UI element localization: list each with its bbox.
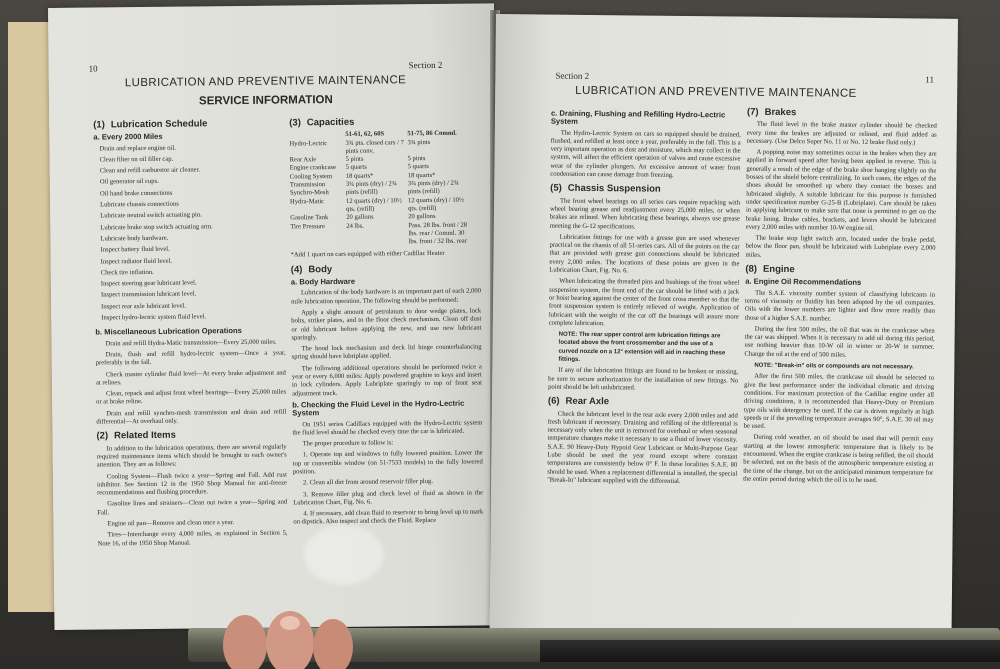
paragraph: Drain, flush and refill hydro-lectric system—Once a year, preferably in the fall. — [95, 349, 286, 367]
capacities-footnote: *Add 1 quart on cars equipped with either Cadillac Heater — [290, 250, 445, 259]
paragraph: Engine oil pan—Remove and clean once a year. — [107, 519, 235, 528]
paragraph: In addition to the lubrication operations, there are several regularly required maintenance items which should be brought to each owner's attention. They are as follows: — [96, 443, 287, 469]
paragraph: Clean, repack and adjust front wheel bearings—Every 25,000 miles or at brake reline. — [96, 388, 287, 406]
capacities-heading: (3) Capacities — [289, 116, 355, 129]
paragraph: The proper procedure to follow is: — [302, 439, 394, 448]
rear-axle-heading: (6) Rear Axle — [547, 395, 610, 408]
paragraph: Drain and refill Hydra-Matic transmission—Every 25,000 miles. — [105, 338, 277, 348]
paragraph: Lubrication of the body hardware is an important part of each 2,000 mile lubrication operation. The following should be performed: — [291, 287, 482, 306]
paragraph: The brake stop light switch arm, located under the brake pedal, below the floor pan, should be lubricated with Lubriplate every 2,000 miles. — [745, 234, 936, 259]
note: NOTE: The rear upper control arm lubrication fittings are located above the front crossmember and the use of a curved nozzle on a 12° extension will aid in reaching these fittings. — [558, 331, 726, 363]
list-item: Oil generator oil cups. — [99, 178, 159, 186]
list-item: Check tire inflation. — [100, 268, 154, 277]
body-hardware-heading: a. Body Hardware — [290, 276, 356, 287]
engine-heading: (8) Engine — [745, 263, 795, 276]
engine-oil-heading: a. Engine Oil Recommendations — [745, 276, 862, 288]
right-column — [743, 106, 937, 489]
paragraph: Apply a slight amount of petrolatum to door wedge plates, lock bolts, striker plates, and to the floor check mechanism. Clean off dust or old lubricant before applying the new, and use new lubricant sparingly. — [291, 307, 482, 342]
list-item: Lubricate neutral switch actuating pin. — [100, 211, 202, 220]
table-row: Gasoline Tank 20 gallons 20 gallons — [290, 213, 436, 222]
paragraph: Gasoline lines and strainers—Clean out twice a year—Spring and Fall. — [97, 498, 288, 517]
paragraph: During the first 500 miles, the oil that was in the crankcase when the car was shipped. When it is necessary to add oil during this period, use nothing heavier than 10-W oil in winter or 20-W in summer. Change the oil at the end of 500 miles. — [744, 325, 935, 359]
table-row: Engine crankcase 5 quarts 5 quarts — [289, 163, 429, 172]
paragraph: The fluid level in the brake master cylinder should be checked every time the brakes are adjusted or relined, and fluid added as necessary. (Use Delco Super No. 11 or No. 12 brake fluid only.) — [746, 121, 937, 147]
table-row: Hydro-Lectric 3¾ pts. closed cars / 7 pints conv. 3¾ pints — [289, 138, 431, 155]
paragraph: If any of the lubrication fittings are found to be broken or missing, be sure to secure authorization for the installation of new fittings. No point should be left unlubricated. — [548, 366, 739, 392]
left-page — [48, 3, 500, 630]
pen-cap — [540, 640, 1000, 662]
list-item: Lubricate chassis connections — [100, 200, 179, 209]
paragraph: The hood lock mechanism and deck lid hinge counterbalancing spring should have lubriplate applied. — [291, 343, 482, 361]
table-row: Hydra-Matic 12 quarts (dry) / 10½ qts. (refill) 12 quarts (dry) / 10½ qts. (refill) — [290, 196, 464, 213]
list-item: Lubricate body hardware. — [100, 234, 169, 243]
table-row: Cooling System 18 quarts* 18 quarts* — [289, 171, 436, 181]
body-heading: (4) Body — [290, 263, 333, 276]
paragraph: Check the lubricant level in the rear axle every 2,000 miles and add fresh lubricant if necessary. Draining and refilling of the differential is necessary only when the unit is removed for overhaul or when seasonal temperature changes make it necessary to use a fluid of lower viscosity. S.A.E. 90 Heavy-Duty Hypoid Gear Lubricant or Multi-Purpose Gear Lube should be used the year round except where constant temperatures are consistently below 0° F. In these localities S.A.E. 80 should be used. When a replacement differential is installed, the special "Break-In" lubricant supplied with the differential. — [547, 410, 738, 485]
list-item: Inspect transmission lubricant level. — [100, 290, 197, 299]
page-number: 10 — [88, 63, 98, 74]
paragraph: The following additional operations should be performed twice a year or every 6,000 miles: Apply powdered graphite to keys and insert in lock cylinders. Apply Lubriplate sparingly to top of front seat adjustment track. — [291, 363, 482, 398]
table-row: Tire Pressure 24 lbs. Pass. 28 lbs. front / 28 lbs. rear / Comml. 30 lbs. front / 32 lbs. rear — [290, 221, 468, 246]
thumb-fingers — [205, 595, 375, 669]
paragraph: After the first 500 miles, the crankcase oil should be selected to give the best performance under the individual climatic and driving conditions. For maximum protection of the Cadillac engine under all driving conditions, it is recommended that Heavy-Duty or Premium type oils with detergency be used. If the car is driven regularly at high speeds or if the prevailing temperature averages 90°, S.A.E. 30 oil may be used. — [743, 373, 935, 430]
paragraph: Drain and refill synchro-mesh transmission and drain and refill differential—At overhaul only. — [96, 408, 287, 426]
chassis-suspension-heading: (5) Chassis Suspension — [550, 182, 661, 196]
paragraph: Lubrication fittings for use with a grease gun are used whenever practical on the chassis of all 51-series cars. All of the points on the car that are provided with grease gun connections should be lubricated every 2,000 miles. The locations of these points are given in the Lubrication Chart, Fig. No. 6. — [549, 233, 740, 275]
related-items-heading: (2) Related Items — [96, 429, 176, 442]
list-item: Inspect battery fluid level. — [100, 246, 170, 254]
left-column — [93, 114, 288, 552]
section-subtitle: SERVICE INFORMATION — [198, 94, 333, 108]
table-row: Rear Axle 5 pints 5 pints — [289, 155, 426, 164]
left-column — [547, 107, 741, 490]
fluid-level-heading: b. Checking the Fluid Level in the Hydro-Lectric System — [292, 398, 465, 418]
page-number: 11 — [925, 74, 935, 85]
paragraph: The front wheel bearings on all series cars require repacking with wheel bearing grease and readjustment every 25,000 miles, or when brakes are relined. When lubricating these bearings, always use grease meeting the G-12 specifications. — [549, 197, 741, 231]
list-item: Oil hand brake connections — [99, 189, 173, 198]
lubrication-schedule-heading: (1) Lubrication Schedule — [93, 118, 208, 131]
list-item: Inspect rear axle lubricant level. — [101, 302, 186, 311]
paragraph: 2. Clean all dirt from around reservoir filler plug. — [302, 478, 434, 487]
right-page — [489, 14, 958, 651]
paragraph: When lubricating the threaded pins and bushings of the front wheel suspension system, the front end of the car should be lifted with a jack or hoist bearing against the center of the front cross member so that the front suspension system is entirely relieved of weight. Application of lubricant with the weight of the car off the bearings will assure more complete lubrication. — [548, 278, 740, 327]
list-item: Inspect hydro-lectric system fluid level. — [101, 313, 207, 322]
list-item: Clean and refill carburetor air cleaner. — [99, 166, 201, 175]
stain — [303, 525, 384, 586]
right-column — [289, 111, 483, 530]
column-header: 51-61, 62, 60S — [345, 130, 385, 139]
paragraph: 1. Operate top and windows to fully lowered position. Lower the top or convertible window (on 51-7533 models) to the fully lowered position. — [292, 449, 483, 476]
paragraph: Cooling System—Flush twice a year—Spring and Fall. Add rust inhibitor. See Section 12 in the 1950 Shop Manual for anti-freeze recommendations and flushing procedure. — [96, 471, 288, 497]
page-title: LUBRICATION AND PREVENTIVE MAINTENANCE — [124, 74, 407, 90]
table-row: Transmission Synchro-Mesh 3¾ pints (dry) / 2¾ pints (refill) 3¾ pints (dry) / 2¾ pints (refill) — [289, 179, 459, 197]
paragraph: During cold weather, an oil should be used that will permit easy starting at the lowest atmospheric temperature that is likely to be encountered. When the engine crankcase is being refilled, the oil should be selected, not on the basis of the atmospheric temperature existing at the time of the change, but on the anticipated minimum temperature for the entire period during which the oil is to be used. — [743, 434, 934, 484]
paragraph: On 1951 series Cadillacs equipped with the Hydro-Lectric system the fluid level should be checked every time the car is lubricated. — [292, 418, 483, 437]
list-item: Clean filter on oil filler cap. — [99, 155, 174, 164]
paragraph: A popping noise may sometimes occur in the brakes when they are applied in forward speed after having been applied in reverse. This is generally a result of the edge of the brake shoe hanging slightly on the bosses of the shield before centralizing. In such cases, the edges of the shoes should be smoothed up where they contact the bosses and lubricated slightly. A suitable lubricant for this purpose is furnished under specification number G-25-B (Lubriplate). Care should be taken in applying lubricant to make sure that none is permitted to get on the brake lining. Brake cables, brackets, and levers should be lubricated every 2,000 miles with number 10-W engine oil. — [745, 148, 937, 232]
list-item: Lubricate brake stop switch actuating arm. — [100, 222, 213, 232]
paragraph: The Hydro-Lectric System on cars so equipped should be drained, flushed, and refilled at least once a year, preferably in the fall. This is a very important operation as dust and moisture, which may collect in the system, will affect the efficient operation of valves and cause excessive wear of the cylinder plungers. An excessive amount of water from condensation can cause damage from freezing. — [550, 129, 741, 179]
column-header: 51-75, 86 Comml. — [407, 130, 457, 138]
paragraph: 4. If necessary, add clean fluid to reservoir to bring level up to mark on dipstick. Also inspect and check the Fluid. Replace — [293, 508, 484, 526]
misc-operations-heading: b. Miscellaneous Lubrication Operations — [95, 326, 242, 337]
page-title: LUBRICATION AND PREVENTIVE MAINTENANCE — [575, 84, 857, 100]
note: NOTE: "Break-in" oils or compounds are not necessary. — [754, 362, 914, 371]
hydro-lectric-heading: c. Draining, Flushing and Refilling Hydro-Lectric System — [550, 108, 726, 127]
paragraph: Check master cylinder fluid level—At every brake adjustment and at relines. — [95, 369, 286, 387]
every-2000-miles-heading: a. Every 2000 Miles — [93, 132, 163, 142]
list-item: Inspect radiator fluid level. — [100, 257, 173, 266]
paragraph: 3. Remove filler plug and check level of fluid as shown in the Lubrication Chart, Fig. No. 6. — [293, 489, 484, 507]
brakes-heading: (7) Brakes — [746, 106, 797, 119]
paragraph: Tires—Interchange every 4,000 miles, as explained in Section 5, Note 16, of the 1950 Shop Manual. — [97, 529, 288, 548]
running-head: Section 2 — [408, 59, 443, 71]
list-item: Inspect steering gear lubricant level. — [100, 279, 197, 288]
paragraph: The S.A.E. viscosity number system of classifying lubricants in terms of viscosity or fluidity has been adopted by the oil companies. Oils with the lower numbers are lighter and flow more readily than those of a higher S.A.E. number. — [744, 289, 936, 323]
list-item: Drain and replace engine oil. — [99, 144, 176, 153]
running-head: Section 2 — [555, 70, 590, 81]
